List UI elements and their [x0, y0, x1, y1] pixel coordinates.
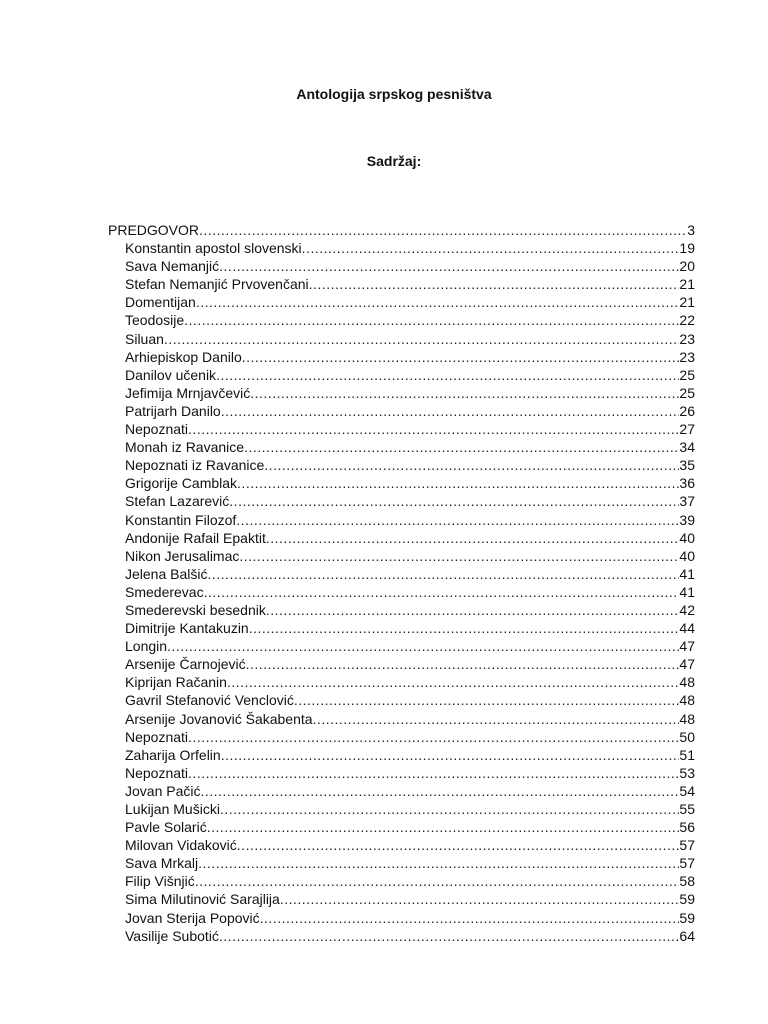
toc-heading: Sadržaj: [366, 153, 422, 169]
toc-dot-leader [309, 275, 680, 293]
toc-entry-label: Dimitrije Kantakuzin [125, 620, 249, 637]
toc-entry-page-number: 64 [679, 927, 695, 944]
toc-entry-page-number: 48 [679, 674, 695, 691]
toc-entry-page-number: 23 [679, 348, 695, 365]
toc-entry[interactable] [108, 330, 695, 348]
toc-dot-leader [188, 420, 679, 438]
toc-entry[interactable] [108, 673, 695, 691]
toc-entry-label: Arhiepiskop Danilo [125, 348, 242, 365]
toc-entry-page-number: 50 [679, 728, 695, 745]
toc-entry-page-number: 40 [679, 547, 695, 564]
toc-dot-leader [167, 637, 679, 655]
toc-entry-page-number: 47 [679, 656, 695, 673]
toc-entry-label: Nepoznati iz Ravanice [125, 457, 265, 474]
toc-entry-label: Longin [125, 638, 168, 655]
toc-entry[interactable] [108, 420, 695, 438]
toc-dot-leader [208, 565, 680, 583]
toc-entry-label: Patrijarh Danilo [125, 402, 221, 419]
toc-entry-label: Jelena Balšić [125, 565, 208, 582]
toc-entry-label: Stefan Nemanjić Prvovenčani [125, 276, 309, 293]
toc-entry-page-number: 41 [679, 583, 695, 600]
toc-entry-label: Konstantin apostol slovenski [125, 240, 302, 257]
toc-entry-label: Konstantin Filozof [125, 511, 237, 528]
toc-dot-leader [207, 818, 680, 836]
toc-entry[interactable] [108, 583, 695, 601]
toc-entry-label: Milovan Vidaković [125, 837, 237, 854]
toc-entry-page-number: 25 [679, 384, 695, 401]
toc-entry-page-number: 44 [679, 620, 695, 637]
toc-entry-page-number: 21 [679, 294, 695, 311]
toc-entry-page-number: 20 [679, 258, 695, 275]
toc-entry-label: Sava Nemanjić [125, 258, 220, 275]
toc-entry-label: Nikon Jerusalimac [125, 547, 240, 564]
toc-entry[interactable] [108, 728, 695, 746]
toc-entry[interactable] [108, 746, 695, 764]
toc-entry-page-number: 55 [679, 801, 695, 817]
toc-entry-label: Smederevski besednik [125, 601, 266, 618]
toc-entry-page-number: 56 [679, 819, 695, 836]
toc-entry-page-number: 27 [679, 421, 695, 438]
toc-entry-page-number: 21 [679, 276, 695, 293]
toc-entry[interactable] [108, 565, 695, 583]
toc-entry-label: Stefan Lazarević [125, 493, 230, 510]
toc-entry-page-number: 57 [679, 837, 695, 854]
toc-dot-leader [184, 311, 679, 329]
toc-entry-label: Smederevac [125, 583, 204, 600]
toc-entry-page-number: 58 [679, 873, 695, 890]
toc-dot-leader [164, 330, 680, 348]
toc-entry-label: Danilov učenik [125, 366, 217, 383]
toc-entry-label: Vasilije Subotić [125, 927, 219, 944]
toc-entry-page-number: 48 [679, 710, 695, 727]
toc-entry[interactable] [108, 890, 695, 908]
toc-entry-label: PREDGOVOR [108, 222, 200, 238]
toc-entry[interactable] [108, 927, 695, 945]
toc-dot-leader [264, 456, 679, 474]
toc-entry-label: Arsenije Jovanović Šakabenta [125, 710, 313, 727]
toc-entry-page-number: 23 [679, 330, 695, 347]
toc-dot-leader [302, 239, 680, 257]
toc-dot-leader [260, 909, 680, 927]
toc-entry-label: Domentijan [125, 294, 196, 311]
toc-entry-label: Kiprijan Račanin [125, 674, 227, 691]
toc-entry[interactable] [108, 366, 695, 384]
toc-entry-label: Jovan Sterija Popović [125, 909, 260, 926]
toc-entry[interactable] [108, 438, 695, 456]
toc-dot-leader [220, 800, 679, 818]
toc-entry[interactable] [108, 384, 695, 402]
toc-entry[interactable] [108, 764, 695, 782]
toc-dot-leader [246, 655, 680, 673]
toc-dot-leader [237, 474, 679, 492]
toc-entry-page-number: 42 [679, 601, 695, 618]
toc-dot-leader [221, 746, 680, 764]
toc-entry-label: Gavril Stefanović Venclović [125, 692, 294, 709]
toc-entry-label: Lukijan Mušicki [125, 801, 220, 817]
toc-dot-leader [280, 890, 680, 908]
toc-entry-label: Jefimija Mrnjavčević [125, 384, 251, 401]
toc-entry-page-number: 39 [679, 511, 695, 528]
toc-entry-page-number: 57 [679, 855, 695, 872]
toc-entry-page-number: 37 [679, 493, 695, 510]
toc-entry-label: Teodosije [125, 312, 185, 329]
toc-entry-page-number: 41 [679, 565, 695, 582]
toc-entry-label: Filip Višnjić [125, 873, 195, 890]
toc-entry[interactable] [108, 293, 695, 311]
toc-dot-leader [188, 728, 679, 746]
toc-entry-label: Nepoznati [125, 421, 189, 438]
toc-entry[interactable] [108, 655, 695, 673]
toc-entry-page-number: 19 [679, 240, 695, 257]
toc-entry-page-number: 25 [679, 366, 695, 383]
toc-dot-leader [221, 402, 680, 420]
toc-dot-leader [236, 511, 679, 529]
toc-entry-label: Monah iz Ravanice [125, 439, 245, 456]
toc-entry[interactable] [108, 800, 695, 818]
toc-entry-page-number: 36 [679, 475, 695, 492]
toc-entry[interactable] [108, 239, 695, 257]
toc-entry-page-number: 59 [679, 891, 695, 908]
toc-entry[interactable] [108, 601, 695, 619]
toc-entry[interactable] [108, 619, 695, 637]
toc-entry[interactable] [108, 818, 695, 836]
toc-entry-label: Nepoznati [125, 764, 189, 781]
toc-entry[interactable] [108, 872, 695, 890]
toc-entry[interactable] [108, 474, 695, 492]
toc-entry-label: Arsenije Čarnojević [125, 656, 246, 673]
toc-entry-page-number: 35 [679, 457, 695, 474]
toc-entry-page-number: 53 [679, 764, 695, 781]
document-title: Antologija srpskog pesništva [296, 86, 492, 102]
toc-entry-label: Pavle Solarić [125, 819, 207, 836]
toc-entry[interactable] [108, 836, 695, 854]
toc-dot-leader [237, 836, 680, 854]
toc-entry-label: Sava Mrkalj [125, 855, 199, 872]
toc-entry-page-number: 54 [679, 782, 695, 799]
toc-dot-leader [195, 872, 680, 890]
toc-entry-page-number: 47 [679, 638, 695, 655]
toc-entry[interactable] [108, 691, 695, 709]
toc-entry-label: Sima Milutinović Sarajlija [125, 891, 280, 908]
toc-entry[interactable] [108, 782, 695, 800]
table-of-contents [108, 221, 695, 945]
toc-dot-leader [219, 927, 680, 945]
toc-entry[interactable] [108, 311, 695, 329]
toc-dot-leader [219, 257, 679, 275]
toc-entry-page-number: 51 [679, 746, 695, 763]
toc-entry-label: Andonije Rafail Epaktit [125, 529, 266, 546]
toc-dot-leader [294, 691, 680, 709]
toc-entry-page-number: 34 [679, 439, 695, 456]
toc-dot-leader [196, 293, 680, 311]
toc-entry[interactable] [108, 710, 695, 728]
toc-entry[interactable] [108, 257, 695, 275]
toc-dot-leader [204, 583, 680, 601]
toc-dot-leader [242, 348, 680, 366]
toc-dot-leader [249, 619, 680, 637]
toc-entry[interactable] [108, 348, 695, 366]
toc-entry[interactable] [108, 854, 695, 872]
toc-dot-leader [216, 366, 679, 384]
toc-entry[interactable] [108, 547, 695, 565]
toc-dot-leader [266, 601, 680, 619]
toc-dot-leader [244, 438, 679, 456]
toc-dot-leader [313, 710, 680, 728]
toc-entry-page-number: 26 [679, 402, 695, 419]
toc-entry-label: Jovan Pačić [125, 782, 201, 799]
toc-entry[interactable] [108, 402, 695, 420]
toc-dot-leader [266, 529, 680, 547]
toc-dot-leader [239, 547, 679, 565]
toc-entry-page-number: 22 [679, 312, 695, 329]
toc-entry-page-number: 3 [687, 222, 695, 238]
toc-entry[interactable] [108, 909, 695, 927]
toc-entry[interactable] [108, 492, 695, 510]
toc-entry[interactable] [108, 637, 695, 655]
toc-dot-leader [199, 221, 687, 239]
toc-entry-page-number: 40 [679, 529, 695, 546]
toc-entry-label: Nepoznati [125, 728, 189, 745]
toc-dot-leader [188, 764, 679, 782]
toc-entry-label: Grigorije Camblak [125, 475, 238, 492]
toc-dot-leader [198, 854, 679, 872]
toc-entry[interactable] [108, 456, 695, 474]
toc-entry[interactable] [108, 529, 695, 547]
toc-entry[interactable] [108, 221, 695, 239]
toc-entry-label: Siluan [125, 330, 164, 347]
toc-dot-leader [227, 673, 679, 691]
toc-dot-leader [200, 782, 679, 800]
toc-dot-leader [229, 492, 679, 510]
toc-entry[interactable] [108, 275, 695, 293]
toc-entry-label: Zaharija Orfelin [125, 746, 221, 763]
toc-entry-page-number: 59 [679, 909, 695, 926]
toc-entry[interactable] [108, 511, 695, 529]
toc-dot-leader [250, 384, 679, 402]
toc-entry-page-number: 48 [679, 692, 695, 709]
